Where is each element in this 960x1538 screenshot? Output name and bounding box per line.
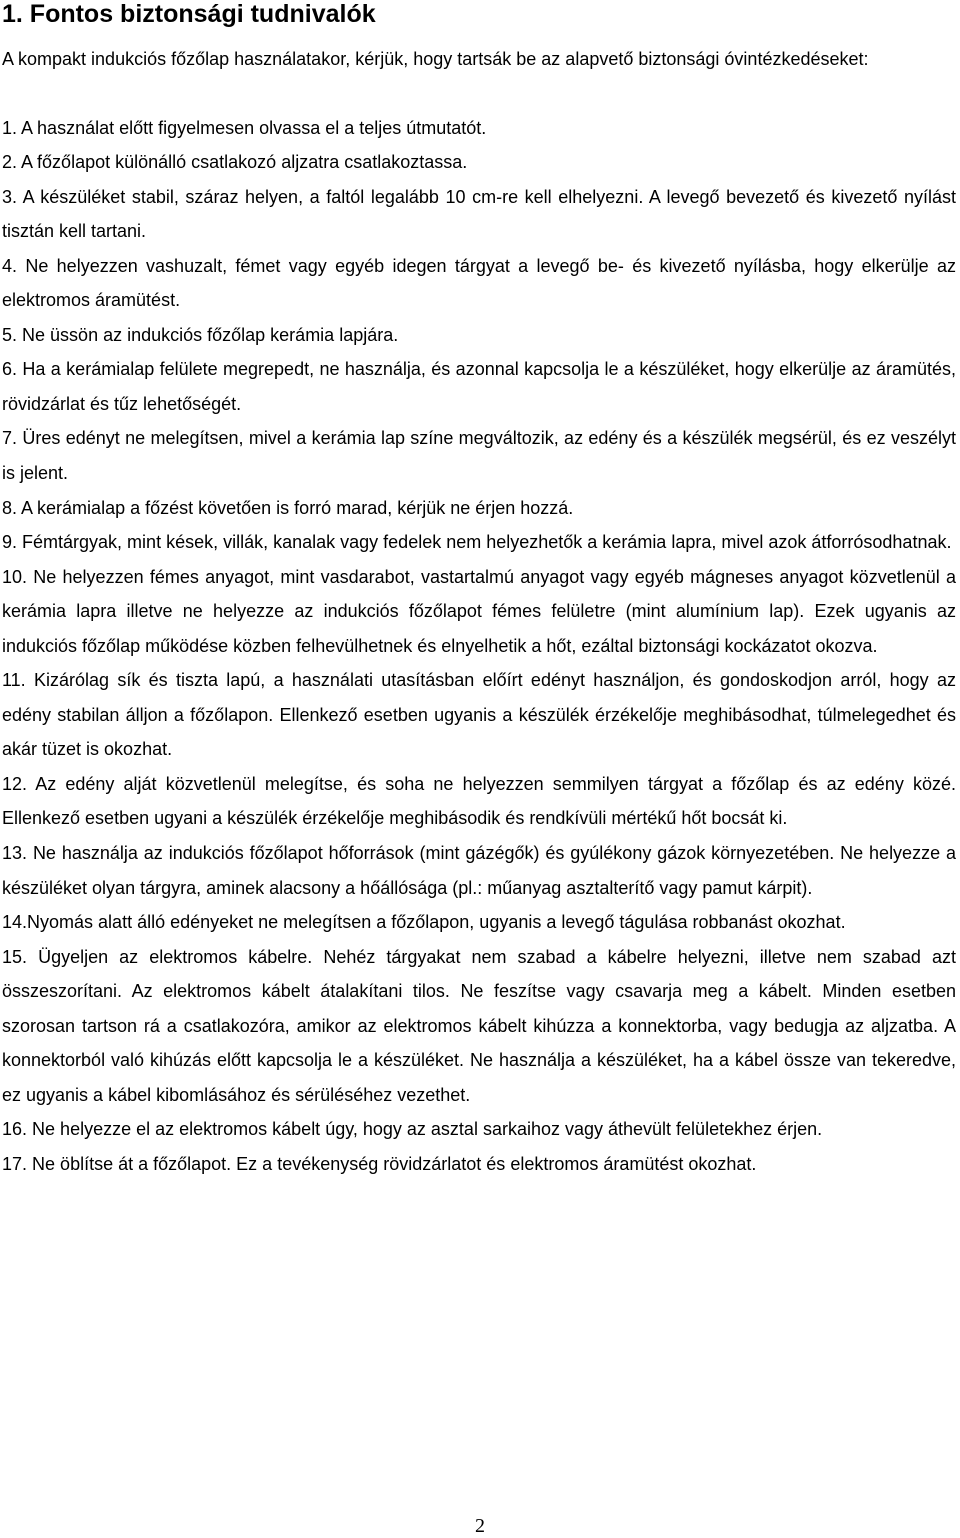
- list-item: [2, 560, 956, 664]
- item-text: Ne helyezzen fémes anyagot, mint vasdarabot, vastartalmú anyagot vagy egyéb mágneses anyagot közvetlenül a kerámia lapra illetve ne helyezze az indukciós főzőlapot fémes felületre (mint alumínium lap). Ezek ugyanis az indukciós főzőlap működése közben felhevülhetnek és elnyelhetik a hőt, ezáltal biztonsági kockázatot okozva.: [2, 566, 956, 656]
- intro-paragraph: A kompakt indukciós főzőlap használatakor, kérjük, hogy tartsák be az alapvető biztonsági óvintézkedéseket:: [2, 49, 869, 69]
- item-text: A készüléket stabil, száraz helyen, a faltól legalább 10 cm-re kell elhelyezni. A levegő bevezető és kivezető nyílást tisztán kell tartani.: [2, 186, 956, 242]
- list-item: [2, 111, 956, 146]
- item-text: Ne használja az indukciós főzőlapot hőforrások (mint gázégők) és gyúlékony gázok környezetében. Ne helyezze a készüléket olyan tárgyra, aminek alacsony a hőállósága (pl.: műanyag asztalterítő vagy pamut kárpit).: [2, 842, 956, 898]
- item-text: Fémtárgyak, mint kések, villák, kanalak vagy fedelek nem helyezhetők a kerámia lapra, mivel azok átforrósodhatnak.: [22, 532, 952, 553]
- item-text: Ne üssön az indukciós főzőlap kerámia lapjára.: [22, 324, 399, 345]
- item-number: 2.: [2, 152, 18, 173]
- list-item: [2, 421, 956, 490]
- item-number: 15.: [2, 946, 28, 967]
- item-number: 14.: [2, 912, 28, 933]
- item-number: 8.: [2, 497, 18, 518]
- item-text: Az edény alját közvetlenül melegítse, és soha ne helyezzen semmilyen tárgyat a főzőlap és az edény közé. Ellenkező esetben ugyani a készülék érzékelője meghibásodik és rendkívüli mértékű hőt bocsát ki.: [2, 773, 956, 829]
- safety-instructions-list: [2, 111, 956, 1182]
- item-text: A kerámialap a főzést követően is forró marad, kérjük ne érjen hozzá.: [21, 497, 574, 518]
- item-number: 13.: [2, 842, 28, 863]
- list-item: [2, 145, 956, 180]
- list-item: [2, 940, 956, 1113]
- item-text: A használat előtt figyelmesen olvassa el a teljes útmutatót.: [21, 117, 487, 138]
- item-text: Ne helyezze el az elektromos kábelt úgy, hogy az asztal sarkaihoz vagy áthevült felületekhez érjen.: [32, 1119, 823, 1140]
- list-item: [2, 525, 956, 560]
- item-number: 11.: [2, 670, 26, 691]
- item-text: A főzőlapot különálló csatlakozó aljzatra csatlakoztassa.: [21, 152, 468, 173]
- item-number: 7.: [2, 428, 18, 449]
- list-item: [2, 1147, 956, 1182]
- list-item: [2, 318, 956, 353]
- item-number: 3.: [2, 186, 18, 207]
- list-item: [2, 767, 956, 836]
- list-item: [2, 180, 956, 249]
- item-number: 5.: [2, 324, 18, 345]
- item-number: 4.: [2, 255, 18, 276]
- list-item: [2, 491, 956, 526]
- item-text: Nyomás alatt álló edényeket ne melegítsen a főzőlapon, ugyanis a levegő tágulása robbanást okozhat.: [27, 912, 846, 933]
- list-item: [2, 663, 956, 767]
- item-text: Kizárólag sík és tiszta lapú, a használati utasításban előírt edényt használjon, és gondoskodjon arról, hogy az edény stabilan álljon a főzőlapon. Ellenkező esetben ugyanis a készülék érzékelője meghibásodhat, túlmelegedhet és akár tüzet is okozhat.: [2, 670, 956, 760]
- item-number: 6.: [2, 359, 18, 380]
- list-item: [2, 905, 956, 940]
- item-number: 9.: [2, 532, 18, 553]
- item-text: Üres edényt ne melegítsen, mivel a kerámia lap színe megváltozik, az edény és a készülék megsérül, és ez veszélyt is jelent.: [2, 428, 956, 483]
- list-item: [2, 352, 956, 421]
- section-heading: 1. Fontos biztonsági tudnivalók: [2, 0, 376, 28]
- list-item: [2, 836, 956, 905]
- document-page: [2, 0, 956, 1538]
- item-number: 10.: [2, 566, 28, 587]
- item-text: Ne helyezzen vashuzalt, fémet vagy egyéb idegen tárgyat a levegő be- és kivezető nyílásba, hogy elkerülje az elektromos áramütést.: [2, 255, 956, 311]
- item-text: Ha a kerámialap felülete megrepedt, ne használja, és azonnal kapcsolja le a készüléket, hogy elkerülje az áramütés, rövidzárlat és tűz lehetőségét.: [2, 359, 956, 414]
- item-number: 16.: [2, 1119, 28, 1140]
- page-number: 2: [475, 1515, 485, 1537]
- list-item: [2, 249, 956, 318]
- list-item: [2, 1112, 956, 1147]
- item-number: 17.: [2, 1153, 28, 1174]
- item-text: Ügyeljen az elektromos kábelre. Nehéz tárgyakat nem szabad a kábelre helyezni, illetve nem szabad azt összeszorítani. Az elektromos kábelt átalakítani tilos. Ne feszítse vagy csavarja meg a kábelt. Minden esetben szorosan tartson rá a csatlakozóra, amikor az elektromos kábelt kihúzza a konnektorba, vagy bedugja az aljzatba. A konnektorból való kihúzás előtt kapcsolja le a készüléket. Ne használja a készüléket, ha a kábel össze van tekeredve, ez ugyanis a kábel kibomlásához és sérüléséhez vezethet.: [2, 946, 956, 1105]
- item-number: 12.: [2, 773, 28, 794]
- item-text: Ne öblítse át a főzőlapot. Ez a tevékenység rövidzárlatot és elektromos áramütést okozhat.: [32, 1153, 757, 1174]
- item-number: 1.: [2, 117, 18, 138]
